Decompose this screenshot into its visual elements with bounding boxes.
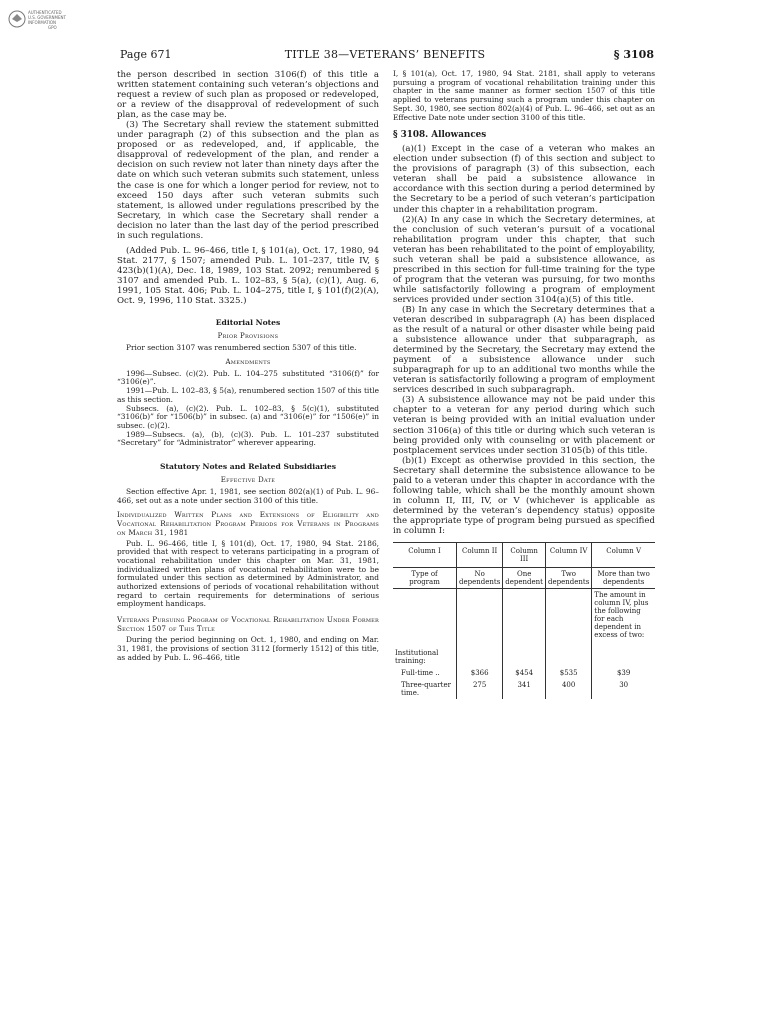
svg-text:INFORMATION: INFORMATION xyxy=(28,20,57,25)
table-cell: $39 xyxy=(592,667,655,679)
running-title: TITLE 38—VETERANS’ BENEFITS xyxy=(284,48,486,61)
table-header: Column V xyxy=(592,543,655,568)
table-cell: $535 xyxy=(546,667,592,679)
svg-text:AUTHENTICATED: AUTHENTICATED xyxy=(28,10,62,15)
table-cell: More than two dependents xyxy=(592,568,655,589)
table-row xyxy=(393,589,655,642)
table-cell: 30 xyxy=(592,679,655,699)
amendments-heading: Amendments xyxy=(225,357,271,366)
table-cell: $366 xyxy=(457,667,503,679)
amendment-note: 1989—Subsecs. (a), (b), (c)(3). Pub. L. 101–237 substituted “Secretary” for “Administrator” wherever appearing. xyxy=(117,429,379,448)
paragraph: the person described in section 3106(f) of this title a written statement containing such veteran’s objections and request a review of such plan as proposed or redeveloped, or a review of the disapproval of redevelopment of such plan, as the case may be. xyxy=(117,70,379,121)
statutory-notes-heading: Statutory Notes and Related Subsidiaries xyxy=(159,462,337,472)
paragraph: (B) In any case in which the Secretary determines that a veteran described in subparagraph (A) has been displaced as the result of a natural or other disaster while being paid a subsistence allowance under that subparagraph, as determined by the Secretary, the Secretary may extend the payment of a subsistence allowance under such subparagraph for up to an additional two months while the veteran is satisfactorily following a program of employment services described in such subparagraph. xyxy=(393,304,655,396)
table-cell: Two dependents xyxy=(546,568,592,589)
svg-text:U.S. GOVERNMENT: U.S. GOVERNMENT xyxy=(28,15,66,20)
table-cell: Three-quarter time. xyxy=(401,681,451,698)
paragraph: (3) A subsistence allowance may not be paid under this chapter to a veteran for any period during which such veteran is being provided with an initial evaluation under section 3106(a) of this title or during which such veteran is being provided only with counseling or with placement or postplacement services under section 3105(b) of this title. xyxy=(393,395,655,456)
note-text: Pub. L. 96–466, title I, § 101(d), Oct. 17, 1980, 94 Stat. 2186, provided that with respect to veterans participating in a program of vocational rehabilitation under this chapter on Mar. 31, 1981, individualized written plans of vocational rehabilitation were to be formulated under this section as determined by Administrator, and authorized extensions of periods of vocational rehabilitation without regard to certain requirements for determinations of serious employment handicaps. xyxy=(117,538,379,609)
table-header: Column IV xyxy=(546,543,592,568)
table-cell: Institutional training: xyxy=(395,649,439,666)
right-column xyxy=(393,70,655,699)
table-cell: $454 xyxy=(503,667,546,679)
table-header: Column I xyxy=(393,543,457,568)
note-text: I, § 101(a), Oct. 17, 1980, 94 Stat. 2181, shall apply to veterans pursuing a program of vocational rehabilitation training under this chapter in the same manner as former section 1507 of this title applied to veterans pursuing such a program under this chapter on Sept. 30, 1980, see section 802(a)(4) of Pub. L. 96–466, set out as an Effective Date note under section 3100 of this title. xyxy=(393,69,655,122)
note-text: Section effective Apr. 1, 1981, see section 802(a)(1) of Pub. L. 96–466, set out as a note under section 3100 of this title. xyxy=(117,487,379,505)
table-header: Column III xyxy=(503,543,546,568)
prior-provisions-heading: Prior Provisions xyxy=(217,332,279,341)
page-number: Page 671 xyxy=(120,48,172,61)
paragraph: (b)(1) Except as otherwise provided in this section, the Secretary shall determine the subsistence allowance to be paid to a veteran under this chapter in accordance with the following table, which shall be the monthly amount shown in column II, III, IV, or V (whichever is applicable as determined by the veteran’s dependency status) opposite the appropriate type of program being pursued as specified in column I: xyxy=(393,455,655,536)
table-header: Column II xyxy=(457,543,503,568)
table-row xyxy=(393,641,655,667)
section-number: § 3108 xyxy=(613,48,654,61)
editorial-notes-heading: Editorial Notes xyxy=(215,318,281,328)
note-text: Prior section 3107 was renumbered section 5307 of this title. xyxy=(126,343,357,353)
table-cell: One dependent xyxy=(503,568,546,589)
table-cell: 341 xyxy=(503,679,546,699)
subsistence-allowance-table xyxy=(393,542,655,699)
source-credit: (Added Pub. L. 96–466, title I, § 101(a), Oct. 17, 1980, 94 Stat. 2177, § 1507; amended Pub. L. 101–237, title IV, § 423(b)(1)(A), Dec. 18, 1989, 103 Stat. 2092; renumbered § 3107 and amended Pub. L. 102–83, § 5(a), (c)(1), Aug. 6, 1991, 105 Stat. 406; Pub. L. 104–275, title I, § 101(f)(2)(A), Oct. 9, 1996, 110 Stat. 3325.) xyxy=(117,245,379,307)
paragraph: (2)(A) In any case in which the Secretary determines, at the conclusion of such veteran’s pursuit of a vocational rehabilitation program under this chapter, that such veteran has been rehabilitated to the point of employability, such veteran shall be paid a subsistence allowance, as prescribed in this section for full-time training for the type of program that the veteran was pursuing, for two months while satisfactorily following a program of employment services provided under section 3104(a)(5) of this title. xyxy=(393,214,655,305)
note-subheading: Veterans Pursuing Program of Vocational Rehabilitation Under Former Section 1507 of This Title xyxy=(117,615,379,634)
table-row xyxy=(393,568,655,589)
amendment-note: Subsecs. (a), (c)(2). Pub. L. 102–83, § 5(c)(1), substituted “3106(b)” for “1506(b)” in subsec. (a) and “3106(e)” for “1506(e)” in subsec. (c)(2). xyxy=(117,403,379,430)
table-header-row xyxy=(393,543,655,568)
table-cell: Full-time .. xyxy=(401,669,440,678)
svg-text:GPO: GPO xyxy=(48,25,57,30)
table-cell: 275 xyxy=(457,679,503,699)
note-subheading: Individualized Written Plans and Extensions of Eligibility and Vocational Rehabilitation Program Periods for Veterans in Programs on March 31, 1981 xyxy=(117,509,379,537)
paragraph: (a)(1) Except in the case of a veteran who makes an election under subsection (f) of this section and subject to the provisions of paragraph (3) of this subsection, each veteran shall be paid a subsistence allowance in accordance with this section during a period determined by the Secretary to be a period of such veteran’s participation under this chapter in a rehabilitation program. xyxy=(393,144,655,215)
table-row xyxy=(393,667,655,679)
table-cell: The amount in column IV, plus the following for each dependent in excess of two: xyxy=(592,589,655,642)
table-row xyxy=(393,679,655,699)
section-heading: § 3108. Allowances xyxy=(393,130,487,141)
table-cell: Type of program xyxy=(393,568,457,589)
table-cell: 400 xyxy=(546,679,592,699)
amendment-note: 1996—Subsec. (c)(2). Pub. L. 104–275 substituted “3106(f)” for “3106(e)”. xyxy=(117,368,379,387)
eagle-seal-icon xyxy=(9,11,25,27)
amendment-note: 1991—Pub. L. 102–83, § 5(a), renumbered section 1507 of this title as this section. xyxy=(117,386,379,404)
paragraph: (3) The Secretary shall review the statement submitted under paragraph (2) of this subsection and the plan as proposed or as redeveloped, and, if applicable, the disapproval of redevelopment of the plan, and render a decision on such review not later than ninety days after the date on which such veteran submits such statement, unless the case is one for which a longer period for review, not to exceed 150 days after such veteran submits such statement, is allowed under regulations prescribed by the Secretary, in which case the Secretary shall render a decision no later than the last day of the period prescribed in such regulations. xyxy=(117,120,379,241)
effective-date-heading: Effective Date xyxy=(220,476,276,485)
note-text: During the period beginning on Oct. 1, 1980, and ending on Mar. 31, 1981, the provisions of section 3112 [formerly 1512] of this title, as added by Pub. L. 96–466, title xyxy=(117,635,379,662)
gpo-authentication-seal xyxy=(8,6,78,32)
table-cell: No dependents xyxy=(457,568,503,589)
left-column xyxy=(117,70,379,662)
